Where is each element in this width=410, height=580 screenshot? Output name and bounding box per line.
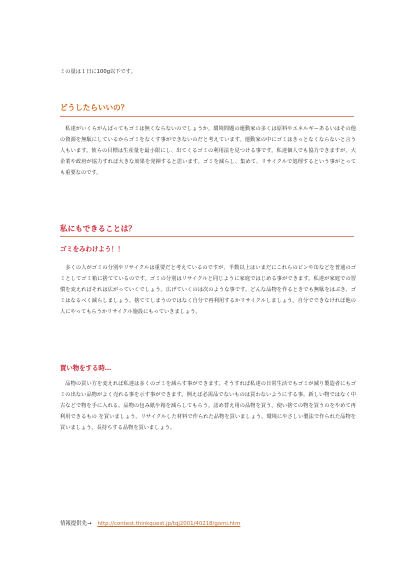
source-line	[60, 519, 240, 529]
intro-text: ミの量は１日に100g以下です。	[60, 69, 136, 75]
section1-heading: どうしたらいいの？	[60, 103, 129, 112]
subsection-shopping-body: 品物の買い方を変えれば私達は多くのゴミを減らす事ができます。そうすれば私達の日常生活でもゴミが減り製造者にもゴミの出ない品物がよく売れる事を示す事ができます。例えば必需品でないものは買わないようにする事。新しい物ではなく中古などで物を手に入れる。品物の包み紙や箱を減らしてもらう。詰め替え用の品物を買う。使い捨ての物を買うのをやめて再利用できるもの を買いましょう。リサイクルした材料で作られた品物を買いましょう。環境にやさしい製法で作られた品物を買いましょう。長持ちする品物を買いましょう。	[60, 381, 356, 431]
subsection-shopping-heading: 買い物をする時…	[60, 364, 112, 372]
source-link[interactable]: http://contest.thinkquest.jp/tqj2001/40218/gomi.htm	[97, 521, 241, 527]
section2-heading: 私にもできることは？	[60, 224, 136, 233]
subsection-sort-heading: ゴミをみわけよう！！	[60, 245, 124, 253]
section2-divider	[60, 236, 354, 237]
section1-divider	[60, 116, 354, 117]
section1-body: 私達がいくらがんばってもゴミは無くならないのでしょうか。環境問題の運動家の多くは原料やエネルギーあるいはその他の資源を無駄にしているからゴミをなくす事ができないのだと考えています。運動家の中にゴミはきっとなくならないと言う人もいます。彼らの目標は生産量を最小限にし、出てくるゴミの利用法を見つける事です。私達個人でも協力できますが、大企業や政府が協力すれば大きな効果を発揮すると思います。ゴミを減らし、集めて、リサイクルで処理するという事がとっても重要なのです。	[60, 126, 356, 176]
subsection-sort-body: 多くの人がゴミの分別やリサイクルは重要だと考えているのですが、半数以上はいまだにこれらのビンや缶などを普通のゴミとしてゴミ箱に捨てているのです。ゴミの分別はリサイクルと同じように家庭ではじめる事ができます。私達が家庭での習慣を変えればそれは広がっていくでしょう。広げていくのは次のような事です。どんな品物を作るときでも無駄をはぶき、ゴミはなるべく減らしましょう。捨ててしまうのではなく自分で再利用するかリサイクルしましょう。自分でできなければ他の人にやってもらうかリサイクル施設にもっていきましょう。	[60, 265, 356, 315]
source-label: 情報提供先→	[60, 521, 92, 527]
